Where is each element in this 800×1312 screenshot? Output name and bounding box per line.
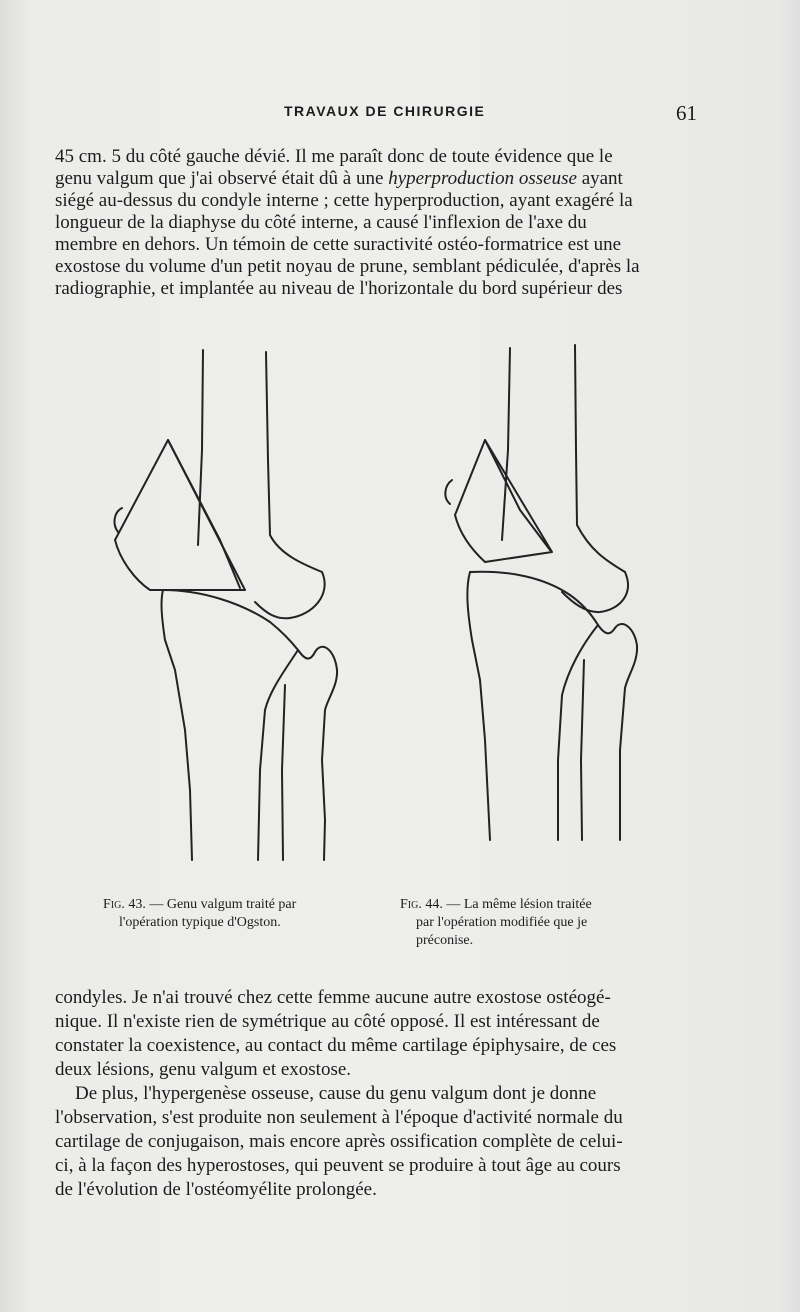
text-line-2-start: genu valgum que j'ai observé était dû à une [55,168,389,189]
para1-line2: nique. Il n'existe rien de symétrique au côté opposé. Il est intéressant de [55,1011,600,1032]
text-line-7-content: radiographie, et implantée au niveau de l'horizontale du bord supérieur des [55,278,623,299]
text-line-4-content: longueur de la diaphyse du côté interne, a causé l'inflexion de l'axe du [55,212,587,233]
fig44-label: Fig. 44. [400,897,443,912]
fig43-tibia-outer [270,622,315,659]
fig43-caption-line2: l'opération typique d'Ogston. [119,915,281,930]
fig44-femur-left-edge [502,348,510,540]
fig43-femur-left-edge [198,350,203,545]
text-line-1-content: 45 cm. 5 du côté gauche dévié. Il me paraît donc de toute évidence que le [55,146,613,167]
fig43-caption-text1: — Genu valgum traité par [145,897,297,912]
fig43-femoral-condyle [255,572,325,618]
fig44-exostose [445,480,452,504]
fig43-fibula-shaft [282,685,285,860]
running-title: TRAVAUX DE CHIRURGIE [284,103,486,119]
fig44-tibia-top [467,572,490,840]
text-line-2-end: ayant [576,168,623,189]
text-line-1 [55,146,700,168]
fig43-wedge-inner [168,440,240,588]
text-line-4 [55,212,700,234]
knee-figures [100,340,660,870]
fig44-fibula-head [615,624,637,840]
fig43-label: Fig. 43. [103,897,146,912]
para1-line1: condyles. Je n'ai trouvé chez cette femme aucune autre exostose ostéogé- [55,987,611,1008]
fig43-fibula-head [315,647,337,860]
fig44-caption-line2: par l'opération modifiée que je [416,915,588,930]
para1-line3: constater la coexistence, au contact du même cartilage épiphysaire, de ces [55,1035,617,1056]
figure-43-caption [103,896,365,932]
fig44-caption-line3: préconise. [416,933,474,948]
fig44-fibula-shaft [581,660,584,840]
text-line-6-content: exostose du volume d'un petit noyau de prune, semblant pédiculée, d'après la [55,256,640,277]
text-line-5 [55,234,700,256]
text-line-6 [55,256,700,278]
page-number: 61 [676,101,697,125]
text-line-2 [55,168,700,190]
fig44-wedge [455,440,552,562]
body-text-bottom [55,986,700,1202]
fig43-caption-line1 [103,896,365,914]
para2-line2: l'observation, s'est produite non seulement à l'époque d'activité normale du [55,1107,623,1128]
text-line-3 [55,190,700,212]
para2-line4: ci, à la façon des hyperostoses, qui peuvent se produire à tout âge au cours [55,1155,621,1176]
para2-line3: cartilage de conjugaison, mais encore après ossification complète de celui- [55,1131,623,1152]
knee-drawings-svg [100,340,660,870]
figure-43-drawing [115,350,338,860]
emphasis-hyperproduction: hyperproduction osseuse [388,168,577,189]
fig44-caption-line1 [400,896,680,914]
text-line-3-content: siégé au-dessus du condyle interne ; cette hyperproduction, ayant exagéré la [55,190,633,211]
figure-44-caption [400,896,680,950]
fig44-caption-text1: — La même lésion traitée [442,897,592,912]
para2-line1: De plus, l'hypergenèse osseuse, cause du genu valgum dont je donne [75,1083,597,1104]
fig43-femur-right-edge [266,352,322,572]
body-text-top [55,146,700,300]
fig44-tibia-outer [570,595,615,633]
fig44-joint-line [470,572,570,595]
para1-line4: deux lésions, genu valgum et exostose. [55,1059,352,1080]
fig44-femoral-condyle [562,572,628,612]
fig43-tibia-inner [258,650,298,860]
figure-44-drawing [445,345,637,840]
fig43-tibia-top [162,590,192,860]
text-line-5-content: membre en dehors. Un témoin de cette suractivité ostéo-formatrice est une [55,234,622,255]
fig43-joint-line [163,590,270,622]
para2-line5: de l'évolution de l'ostéomyélite prolongée. [55,1179,377,1200]
text-line-7 [55,278,700,300]
fig44-tibia-inner [558,625,598,840]
fig44-femur-right-edge [575,345,625,572]
